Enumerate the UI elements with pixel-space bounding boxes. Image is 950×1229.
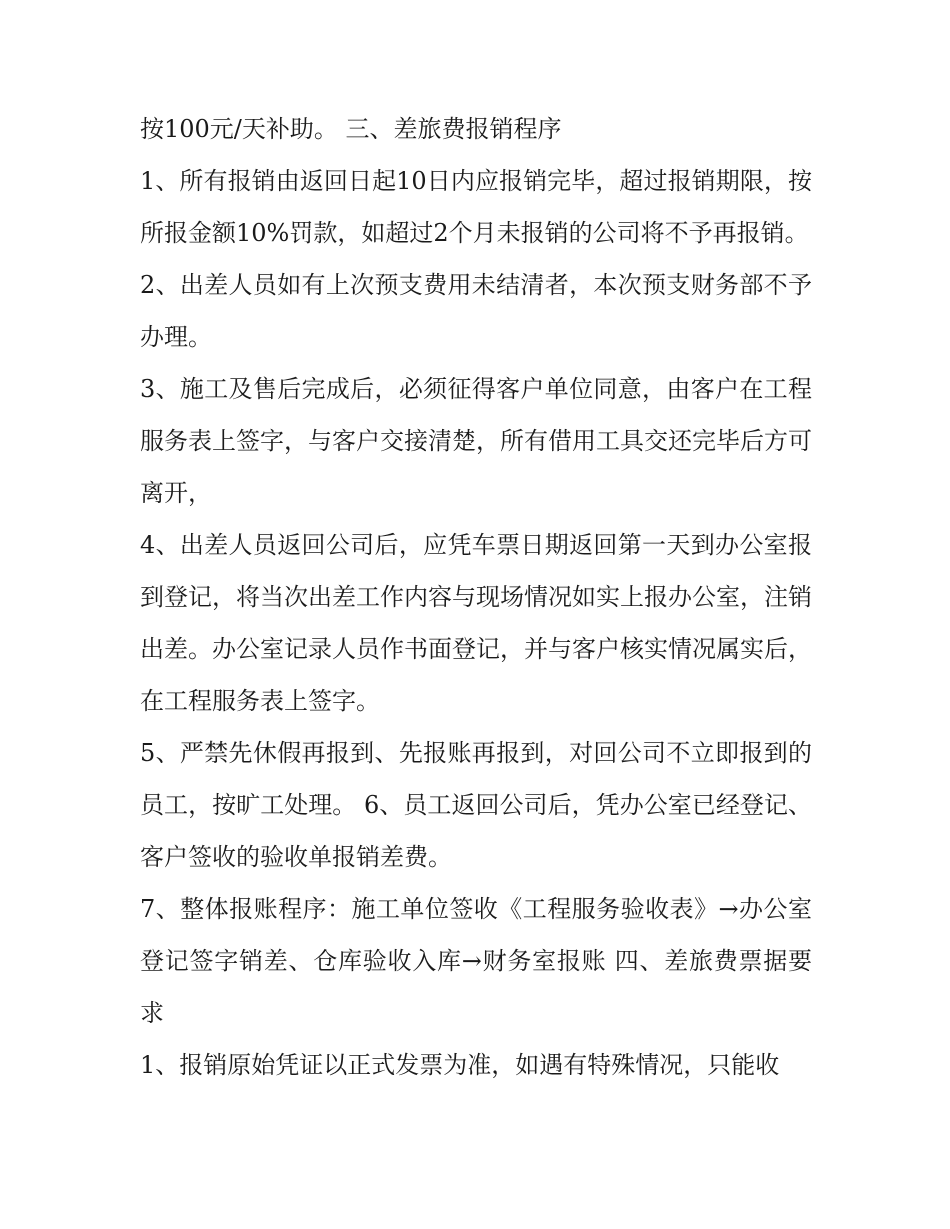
paragraph-3: 2、出差人员如有上次预支费用未结清者，本次预支财务部不予办理。 bbox=[140, 271, 812, 351]
paragraph-8: 1、报销原始凭证以正式发票为准，如遇有特殊情况，只能收 bbox=[140, 1051, 780, 1079]
document-body bbox=[140, 103, 812, 1091]
paragraph-7: 7、整体报账程序：施工单位签收《工程服务验收表》→办公室登记签字销差、仓库验收入库→财务室报账 四、差旅费票据要求 bbox=[140, 895, 812, 1027]
paragraph-4: 3、施工及售后完成后，必须征得客户单位同意，由客户在工程服务表上签字，与客户交接清楚，所有借用工具交还完毕后方可离开， bbox=[140, 375, 812, 507]
paragraph-6: 5、严禁先休假再报到、先报账再报到，对回公司不立即报到的员工，按旷工处理。 6、员工返回公司后，凭办公室已经登记、客户签收的验收单报销差费。 bbox=[140, 739, 812, 871]
paragraph-1: 按100元/天补助。 三、差旅费报销程序 bbox=[140, 115, 562, 143]
paragraph-2: 1、所有报销由返回日起10日内应报销完毕，超过报销期限，按所报金额10%罚款，如超过2个月未报销的公司将不予再报销。 bbox=[140, 167, 812, 247]
paragraph-5: 4、出差人员返回公司后，应凭车票日期返回第一天到办公室报到登记，将当次出差工作内容与现场情况如实上报办公室，注销出差。办公室记录人员作书面登记，并与客户核实情况属实后，在工程服务表上签字。 bbox=[140, 531, 812, 715]
